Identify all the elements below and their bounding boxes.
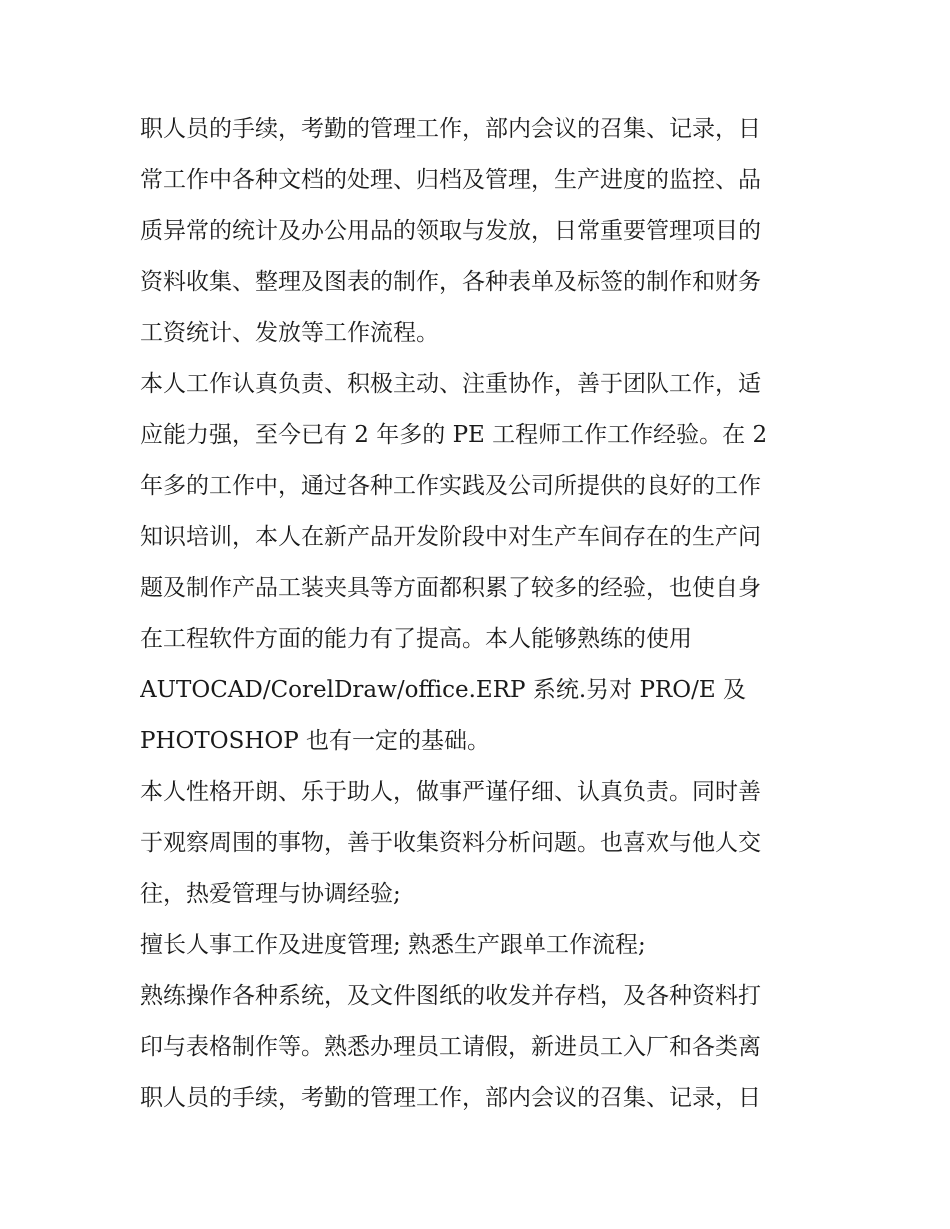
text-line: 于观察周围的事物，善于收集资料分析问题。也喜欢与他人交 (140, 830, 761, 856)
text-line: 擅长人事工作及进度管理; 熟悉生产跟单工作流程; (140, 932, 646, 958)
text-line: PHOTOSHOP 也有一定的基础。 (140, 728, 491, 754)
text-line: 职人员的手续，考勤的管理工作，部内会议的召集、记录，日 (140, 1085, 761, 1111)
text-line: 往，热爱管理与协调经验; (140, 881, 401, 907)
text-line: 职人员的手续，考勤的管理工作，部内会议的召集、记录，日 (140, 116, 761, 142)
text-line: 年多的工作中，通过各种工作实践及公司所提供的良好的工作 (140, 473, 761, 499)
text-line: 工资统计、发放等工作流程。 (140, 320, 439, 346)
text-line: 本人性格开朗、乐于助人，做事严谨仔细、认真负责。同时善 (140, 779, 761, 805)
text-line: 质异常的统计及办公用品的领取与发放，日常重要管理项目的 (140, 218, 761, 244)
text-line: 印与表格制作等。熟悉办理员工请假，新进员工入厂和各类离 (140, 1034, 761, 1060)
text-line: AUTOCAD/CorelDraw/office.ERP 系统.另对 PRO/E 及 (140, 677, 746, 703)
text-line: 资料收集、整理及图表的制作，各种表单及标签的制作和财务 (140, 269, 761, 295)
text-line: 本人工作认真负责、积极主动、注重协作，善于团队工作，适 (140, 371, 761, 397)
text-line: 题及制作产品工装夹具等方面都积累了较多的经验，也使自身 (140, 575, 761, 601)
text-line: 常工作中各种文档的处理、归档及管理，生产进度的监控、品 (140, 167, 761, 193)
text-line: 知识培训，本人在新产品开发阶段中对生产车间存在的生产问 (140, 524, 761, 550)
text-line: 熟练操作各种系统，及文件图纸的收发并存档，及各种资料打 (140, 983, 761, 1009)
text-line: 在工程软件方面的能力有了提高。本人能够熟练的使用 (140, 626, 692, 652)
document-body (140, 104, 820, 1124)
text-line: 应能力强，至今已有 2 年多的 PE 工程师工作工作经验。在 2 (140, 422, 768, 448)
